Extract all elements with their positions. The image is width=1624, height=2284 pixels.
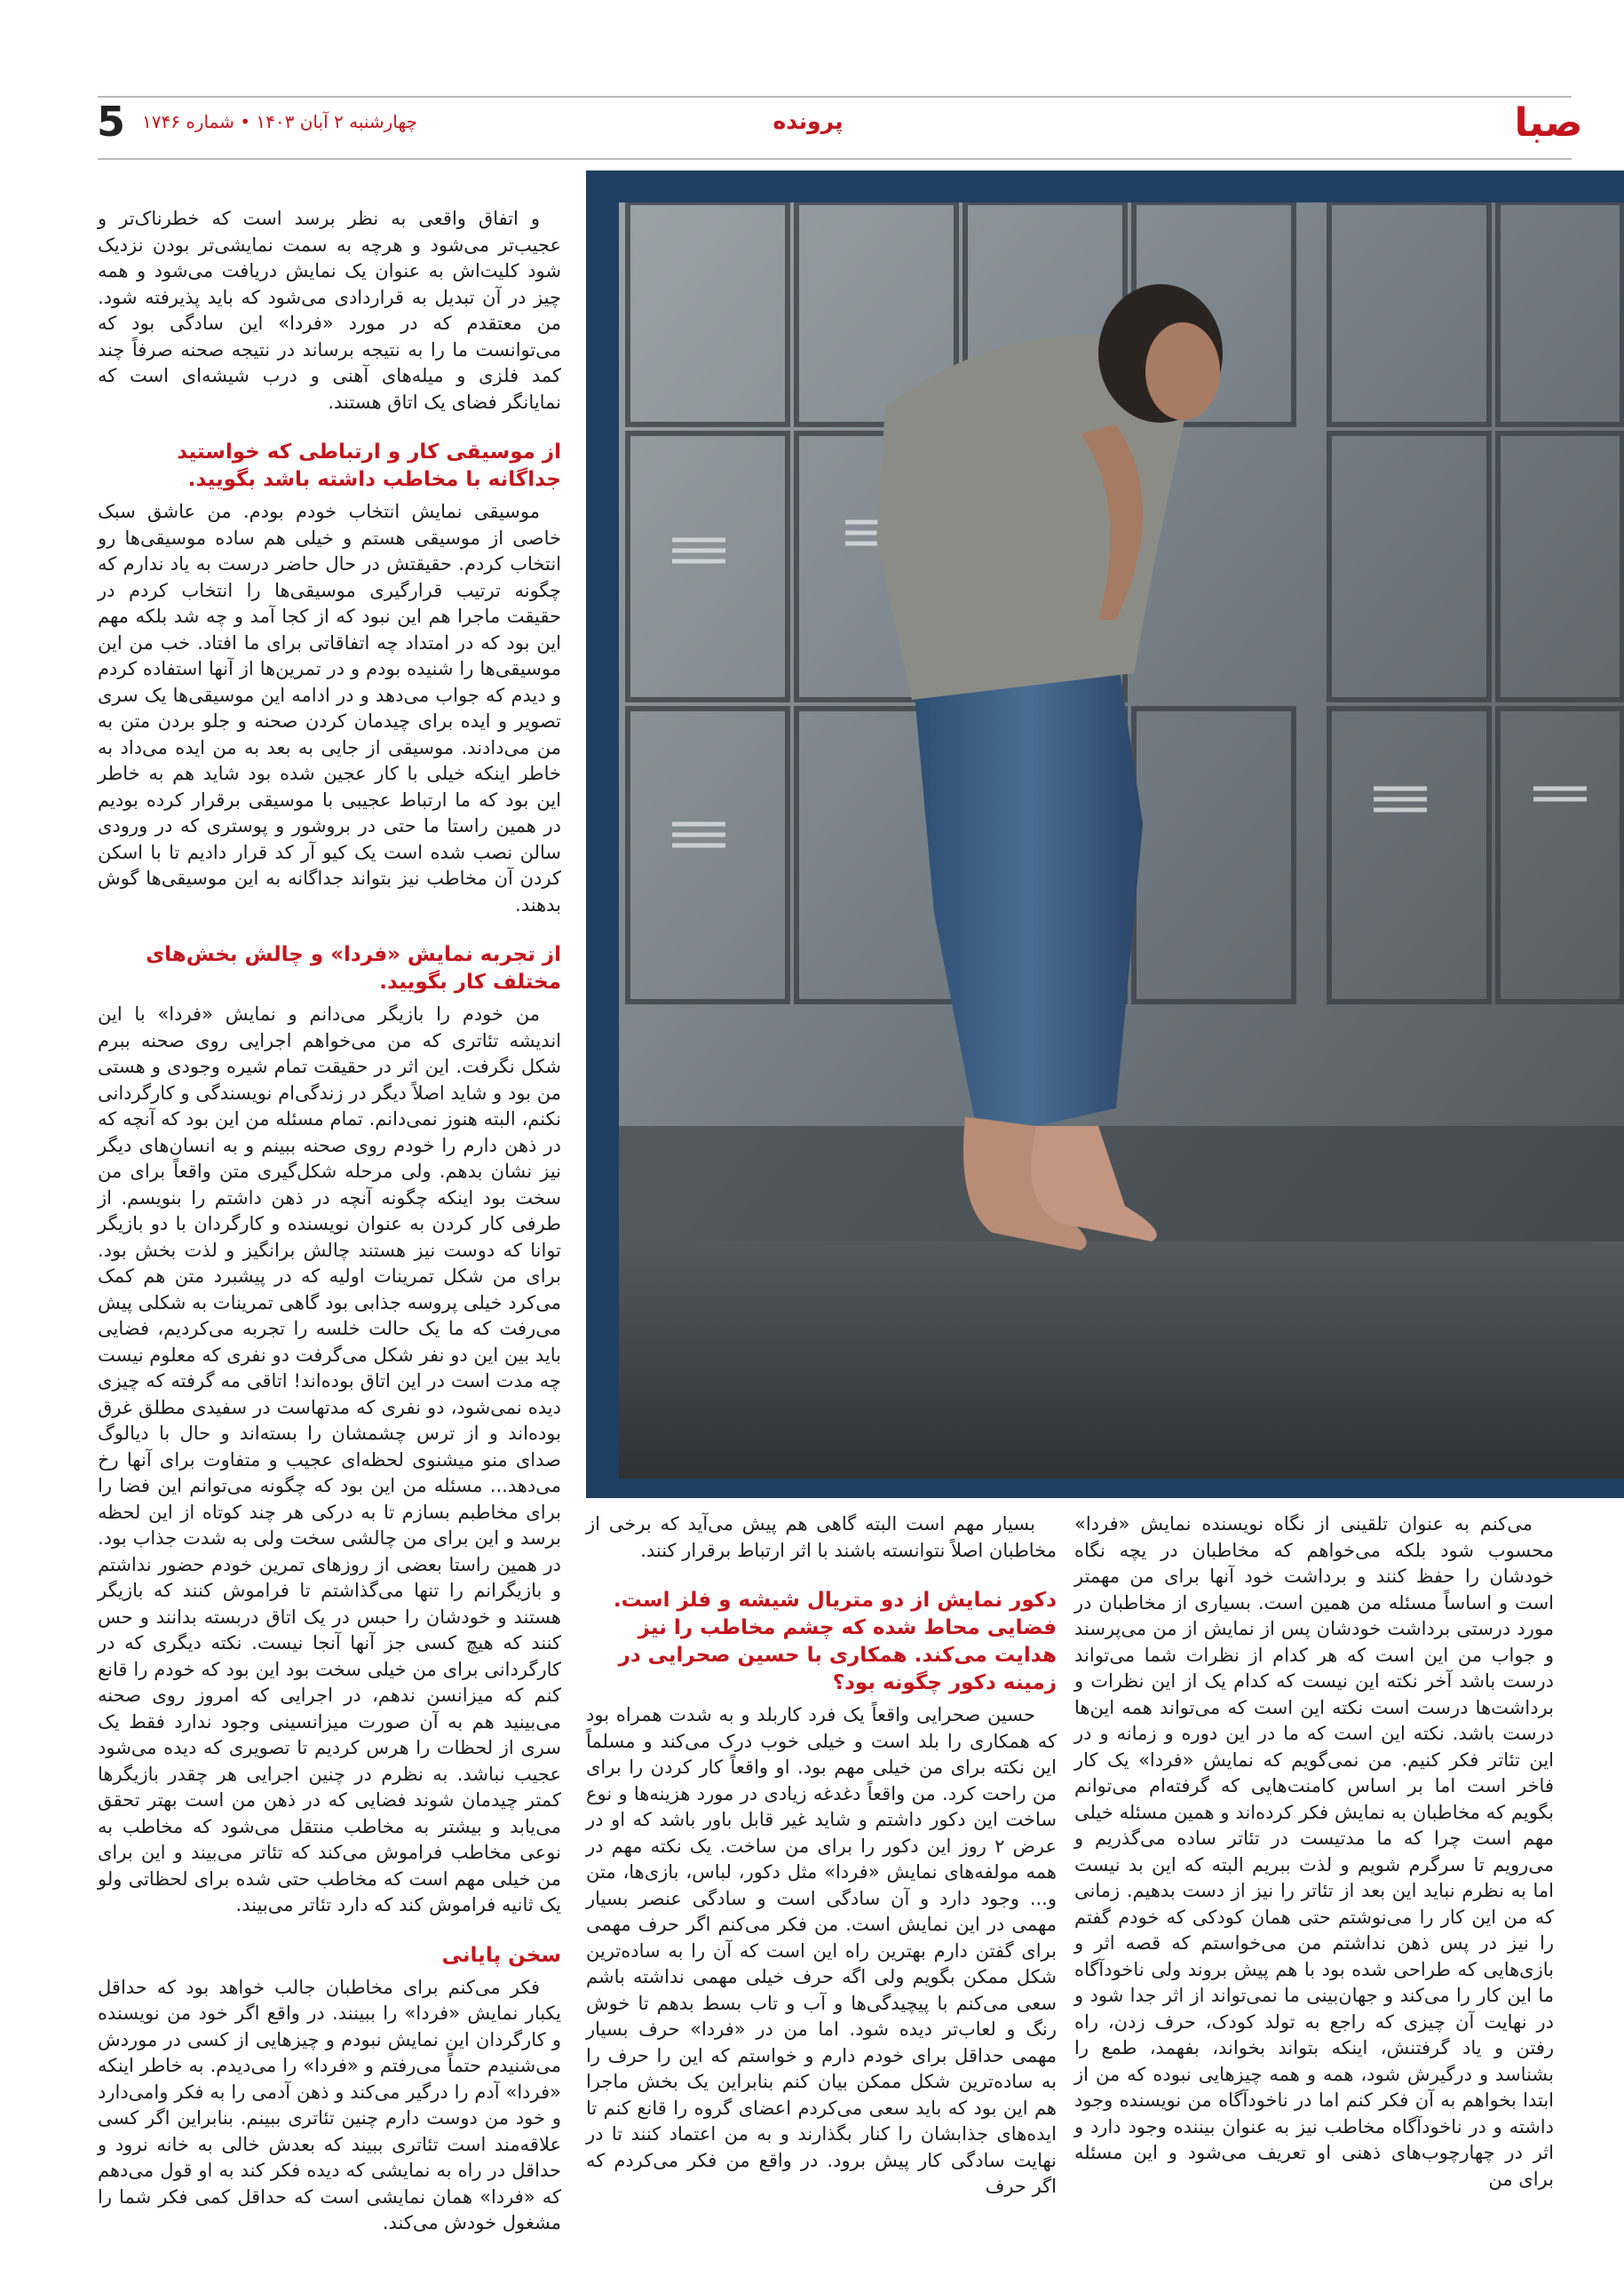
right-column xyxy=(1074,1511,1554,2266)
header-bottom-rule xyxy=(98,158,1572,160)
question-heading: از تجربه نمایش «فردا» و چالش بخش‌های مختلف کار بگویید. xyxy=(146,943,561,994)
paragraph: بسیار مهم است البته گاهی هم پیش می‌آید که برخی از مخاطبان اصلاً نتوانسته باشند با اثر ارتباط برقرار کنند. xyxy=(586,1513,1057,1561)
issue-date: چهارشنبه ۲ آبان ۱۴۰۳ • شماره ۱۷۴۶ xyxy=(142,111,417,132)
stage-photo xyxy=(619,202,1624,1479)
paragraph: حسین صحرایی واقعاً یک فرد کاربلد و به شدت همراه بود که همکاری را بلد است و خیلی خوب درک می‌کند و مسلماً این نکته برای من خیلی مهم بود. او واقعاً کار کردن را برای من راحت کرد. من واقعاً دغدغه زیادی در مورد هزینه‌ها و نوع ساخت این دکور داشتم و شاید غیر قابل باور باشد که او در عرض ۲ روز این دکور را برای من ساخت. یک نکته مهم در همه مولفه‌های نمایش «فردا» مثل دکور، لباس، بازی‌ها، متن و... وجود دارد و آن سادگی است و سادگی عنصر بسیار مهمی در این نمایش است. من فکر می‌کنم اگر حرف مهمی برای گفتن دارم بهترین راه این است که آن را به ساده‌ترین شکل ممکن بگویم ولی اگه حرف خیلی مهمی نداشته باشم سعی می‌کنم با پیچیدگی‌ها و آب و تاب بسط بدهم تا خوش رنگ و لعاب‌تر دیده شود. اما من در «فردا» حرف بسیار مهمی حداقل برای خودم دارم و خواستم که این را حرف را به ساده‌ترین شکل ممکن بیان کنم بنابراین یک بخش ماجرا هم این بود که باید سعی می‌کردم اعضای گروه را قانع کنم تا ایده‌های جذابشان را کنار بگذارند و به من اعتماد کنند تا در نهایت سادگی کار پیش برود. در واقع من فکر می‌کردم که اگر حرف xyxy=(586,1704,1057,2197)
paragraph: می‌کنم به عنوان تلقینی از نگاه نویسنده نمایش «فردا» محسوب شود بلکه می‌خواهم که مخاطبان در یچه نگاه خودشان را حفظ کنند و برداشت خود آنها برای من مهمتر است و اساساً مسئله من همین است. بسیاری از مخاطبان در مورد درستی برداشت خودشان پس از نمایش از من می‌پرسند و جواب من این است که هر کدام از نظرات شما می‌تواند درست باشد آخر نکته این نیست که کدام یک از این نظرات و برداشت‌ها درست است نکته این است که می‌تواند همه این‌ها درست باشد. نکته این است که ما در این دوره و زمانه و در این تئاتر فکر کنیم. من نمی‌گویم که نمایش «فردا» یک کار فاخر است اما بر اساس کامنت‌هایی که گرفته‌ام می‌توانم بگویم که مخاطبان به نمایش فکر کرده‌اند و همین مسئله خیلی مهم است چرا که ما مدتیست در تئاتر ساده می‌گذریم و می‌رویم تا سرگرم شویم و لذت ببریم البته که این بد نیست اما به نظرم نباید این بعد از تئاتر را نیز از دست بدهیم. زمانی که من این کار را می‌نوشتم حتی همان کودکی که خودم گفتم را نیز در پس ذهن نداشتم من می‌خواستم که قصه اثر و بازی‌هایی که طراحی شده بود با هم پیش بروند ولی ناخودآگاه ما این کار را می‌کند و جهان‌بینی ما نمی‌تواند از اثر جدا شود و در نهایت آن چیزی که راجع به تولد کودک، حرف زدن، راه رفتن و یاد گرفتنش، اینکه بتواند بخواند، بفهمد، طمع را بشناسد و درگیرش شود، همه و همه چیزهایی نبوده که من از ابتدا بخواهم به آن فکر کنم اما در ناخودآگاه من نویسنده وجود داشته و در ناخودآگاه مخاطب نیز به عنوان بیننده وجود دارد و اثر در چهارچوب‌های ذهنی او تعریف می‌شود و این مسئله برای من xyxy=(1074,1513,1554,2190)
closing-heading: سخن پایانی xyxy=(441,1943,561,1967)
paragraph: فکر می‌کنم برای مخاطبان جالب خواهد بود که حداقل یکبار نمایش «فردا» را ببینند. در واقع اگر خود من نویسنده و کارگردان این نمایش نبودم و چیزهایی از کسی در موردش می‌شنیدم حتماً می‌رفتم و «فردا» را می‌دیدم. به خاطر اینکه «فردا» آدم را درگیر می‌کند و ذهن آدمی را به فکر وامی‌دارد و خود من دوست دارم چنین تئاتری ببینم. بنابراین اگر کسی علاقه‌مند است تئاتری ببیند که بعدش خالی به خانه نرود و حداقل در راه به نمایشی که دیده فکر کند به او قول می‌دهم که «فردا» همان نمایشی است که حداقل کمی فکر شما را مشغول خودش می‌کند. xyxy=(98,1976,561,2233)
newspaper-logo: صبا xyxy=(1514,100,1583,146)
paragraph: موسیقی نمایش انتخاب خودم بودم. من عاشق سبک خاصی از موسیقی هستم و خیلی هم ساده موسیقی‌ها رو انتخاب کردم. حقیقتش در حال حاضر درست به یاد ندارم که چگونه ترتیب قرارگیری موسیقی‌ها را انتخاب کردم در حقیقت ماجرا هم این نبود که از کجا آمد و چه شد بلکه مهم این بود که در امتداد چه اتفاقاتی برای ما افتاد. خب من این موسیقی‌ها را شنیده بودم و در تمرین‌ها از آنها استفاده کردم و دیدم که جواب می‌دهد و در ادامه این موسیقی‌ها یک سری تصویر و ایده برای چیدمان کردن صحنه و جلو بردن متن به من می‌دادند. موسیقی از جایی به بعد به من ایده می‌داد به خاطر اینکه خیلی با کار عجین شده بود شاید هم به خاطر این بود که ما ارتباط عجیبی با موسیقی برقرار کرده بودیم در همین راستا ما حتی در بروشور و پوستری که در ورودی سالن نصب شده است یک کیو آر کد قرار دادیم تا با اسکن کردن آن مخاطب نیز بتواند جداگانه به این موسیقی‌ها گوش بدهند. xyxy=(98,501,561,916)
paragraph: من خودم را بازیگر می‌دانم و نمایش «فردا» با این اندیشه تئاتری که من می‌خواهم اجرایی روی صحنه ببرم شکل نگرفت. این اثر در حقیقت تمام شیره وجودی و هستی من بود و شاید اصلاً دیگر در زندگی‌ام نویسندگی و کارگردانی نکنم، البته هنوز نمی‌دانم. تمام مسئله من این بود که آنچه که در ذهن دارم را خودم روی صحنه ببینم و به انسان‌های دیگر نیز نشان بدهم. ولی مرحله شکل‌گیری متن واقعاً برای من سخت بود اینکه چگونه آنچه در ذهن داشتم را بنویسم. از طرفی کار کردن به عنوان نویسنده و کارگردان با دو بازیگر توانا که دوست نیز هستند چالش برانگیز و لذت بخش بود. برای من شکل تمرینات اولیه که در پیشبرد متن هم کمک می‌کرد خیلی پروسه جذابی بود گاهی تمرینات به شکلی پیش می‌رفت که ما یک حالت خلسه را تجربه می‌کردیم، فضایی باید بین این دو نفر شکل می‌گرفت دو نفری که معلوم نیست چه مدت است در این اتاق بوده‌اند! اتاقی مه گرفته که چیزی دیده نمی‌شود، دو نفری که مدتهاست در سفیدی مطلق غرق بوده‌اند و از ترس چشمشان را بسته‌اند و حال با دیالوگ صدای منو میشنوی لحظه‌ای عجیب و متفاوت برای آنها رخ می‌دهد... مسئله من این بود که چگونه می‌توانم این فضا را برای مخاطبم بسازم تا به درکی هر چند کوتاه از این لحظه برسد و این برای من چالشی سخت ولی به شدت جذاب بود. در همین راستا بعضی از روزهای تمرین خودم حضور نداشتم و بازیگرانم را تنها می‌گذاشتم تا فراموش کنند که بازیگر هستند و خودشان را حبس در یک اتاق دربسته بدانند و حس کنند که هیچ کسی جز آنها آنجا نیست. نکته دیگری که در کارگردانی برای من خیلی سخت بود این بود که خودم را قانع کنم که میزانسن ندهم، در اجرایی که امروز روی صحنه می‌بینید هم به آن صورت میزانسینی وجود ندارد فقط یک سری از لحظات را هرس کردیم تا تصویری که دیده می‌شود عجیب نباشد. به نظرم در چنین اجرایی هر چقدر بازیگرها کمتر چیدمان شوند فضایی که در ذهن من است بهتر تحقق می‌یابد و بیشتر به مخاطب منتقل می‌شود که مخاطب به نوعی مخاطب فراموش می‌کند که تئاتر می‌بیند و این برای من خیلی مهم است که مخاطب حتی شده برای لحظاتی ولو یک ثانیه فراموش کند که دارد تئاتر می‌بیند. xyxy=(98,1003,561,1915)
question-heading: دکور نمایش از دو متریال شیشه و فلز است. فضایی محاط شده که چشم مخاطب را نیز هدایت می‌کند. همکاری با حسین صحرایی در زمینه دکور چگونه بود؟ xyxy=(613,1589,1057,1694)
left-column xyxy=(98,206,561,2284)
paragraph: و اتفاق واقعی به نظر برسد است که خطرناک‌تر و عجیب‌تر می‌شود و هرچه به سمت نمایشی‌تر بودن نزدیک شود کلیت‌اش به عنوان یک نمایش دریافت می‌شود و همه چیز در آن تبدیل به قراردادی می‌شود که باید پذیرفته شود. من معتقدم که در مورد «فردا» این سادگی بود که می‌توانست ما را به نتیجه برساند در نتیجه صحنه صرفاً چند کمد فلزی و میله‌های آهنی و درب شیشه‌ای است که نمایانگر فضای یک اتاق هستند. xyxy=(98,208,561,413)
question-heading: از موسیقی کار و ارتباطی که خواستید جداگانه با مخاطب داشته باشد بگویید. xyxy=(177,440,561,491)
section-title: پرونده xyxy=(772,108,844,134)
header-top-rule xyxy=(98,96,1572,98)
page-number: 5 xyxy=(96,98,125,146)
page-header xyxy=(0,0,1624,169)
middle-column xyxy=(586,1511,1057,2266)
actor-on-stage-photo xyxy=(619,202,1624,1479)
